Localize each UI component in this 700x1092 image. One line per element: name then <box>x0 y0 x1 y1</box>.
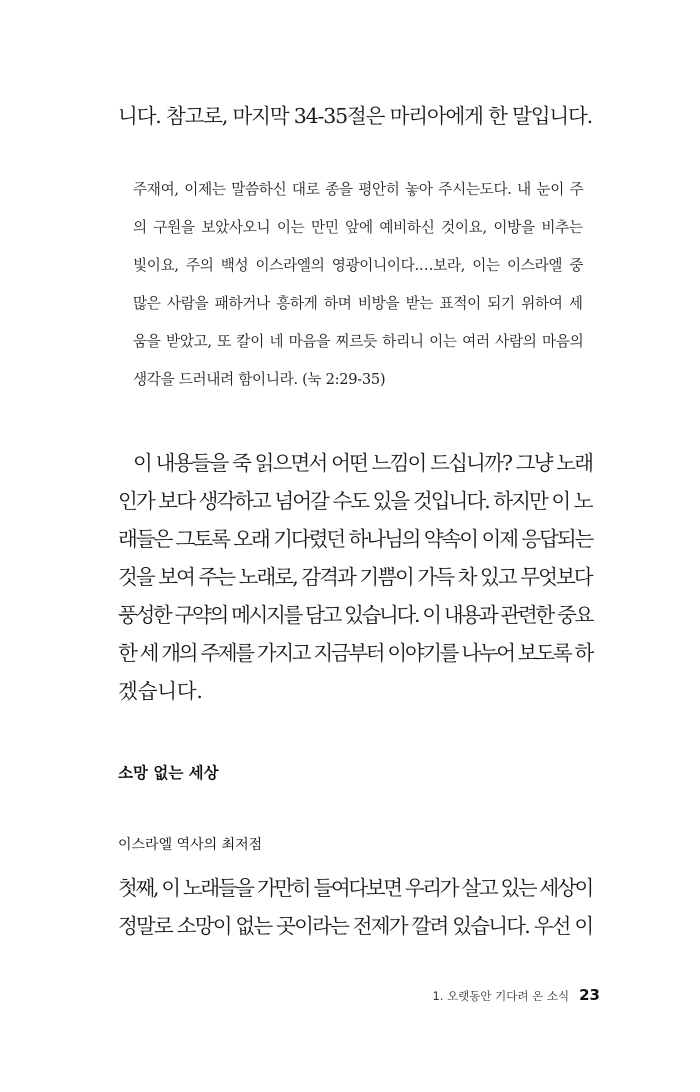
running-chapter-title: 1. 오랫동안 기다려 온 소식 <box>432 989 570 1003</box>
quote-line: 생각을 드러내려 함이니라. (눅 2:29-35) <box>133 371 386 388</box>
quote-line: 주재여, 이제는 말씀하신 대로 종을 평안히 놓아 주시는도다. 내 눈이 주 <box>133 181 584 198</box>
section-heading: 소망 없는 세상 <box>118 764 219 782</box>
paragraph-line: 래들은 그토록 오래 기다렸던 하나님의 약속이 이제 응답되는 <box>118 527 593 551</box>
quote-line: 움을 받았고, 또 칼이 네 마음을 찌르듯 하리니 이는 여러 사람의 마음의 <box>133 333 584 350</box>
paragraph-line: 이 내용들을 죽 읽으면서 어떤 느낌이 드십니까? 그냥 노래 <box>133 451 593 475</box>
paragraph-line: 정말로 소망이 없는 곳이라는 전제가 깔려 있습니다. 우선 이 <box>118 914 593 938</box>
intro-line: 니다. 참고로, 마지막 34-35절은 마리아에게 한 말입니다. <box>118 104 593 128</box>
page-footer <box>432 986 600 1004</box>
subsection-heading: 이스라엘 역사의 최저점 <box>118 837 263 853</box>
paragraph-line: 첫째, 이 노래들을 가만히 들여다보면 우리가 살고 있는 세상이 <box>118 876 592 900</box>
paragraph-line: 한 세 개의 주제를 가지고 지금부터 이야기를 나누어 보도록 하 <box>118 641 592 665</box>
paragraph-line: 겠습니다. <box>118 679 203 703</box>
quote-line: 의 구원을 보았사오니 이는 만민 앞에 예비하신 것이요, 이방을 비추는 <box>133 219 583 236</box>
paragraph-line: 인가 보다 생각하고 넘어갈 수도 있을 것입니다. 하지만 이 노 <box>118 489 592 513</box>
page-number: 23 <box>579 986 600 1004</box>
paragraph-line: 것을 보여 주는 노래로, 감격과 기쁨이 가득 차 있고 무엇보다 <box>118 565 592 589</box>
quote-line: 많은 사람을 패하거나 흥하게 하며 비방을 받는 표적이 되기 위하여 세 <box>133 295 583 312</box>
quote-line: 빛이요, 주의 백성 이스라엘의 영광이니이다.…보라, 이는 이스라엘 중 <box>133 257 584 274</box>
paragraph-line: 풍성한 구약의 메시지를 담고 있습니다. 이 내용과 관련한 중요 <box>118 603 592 627</box>
